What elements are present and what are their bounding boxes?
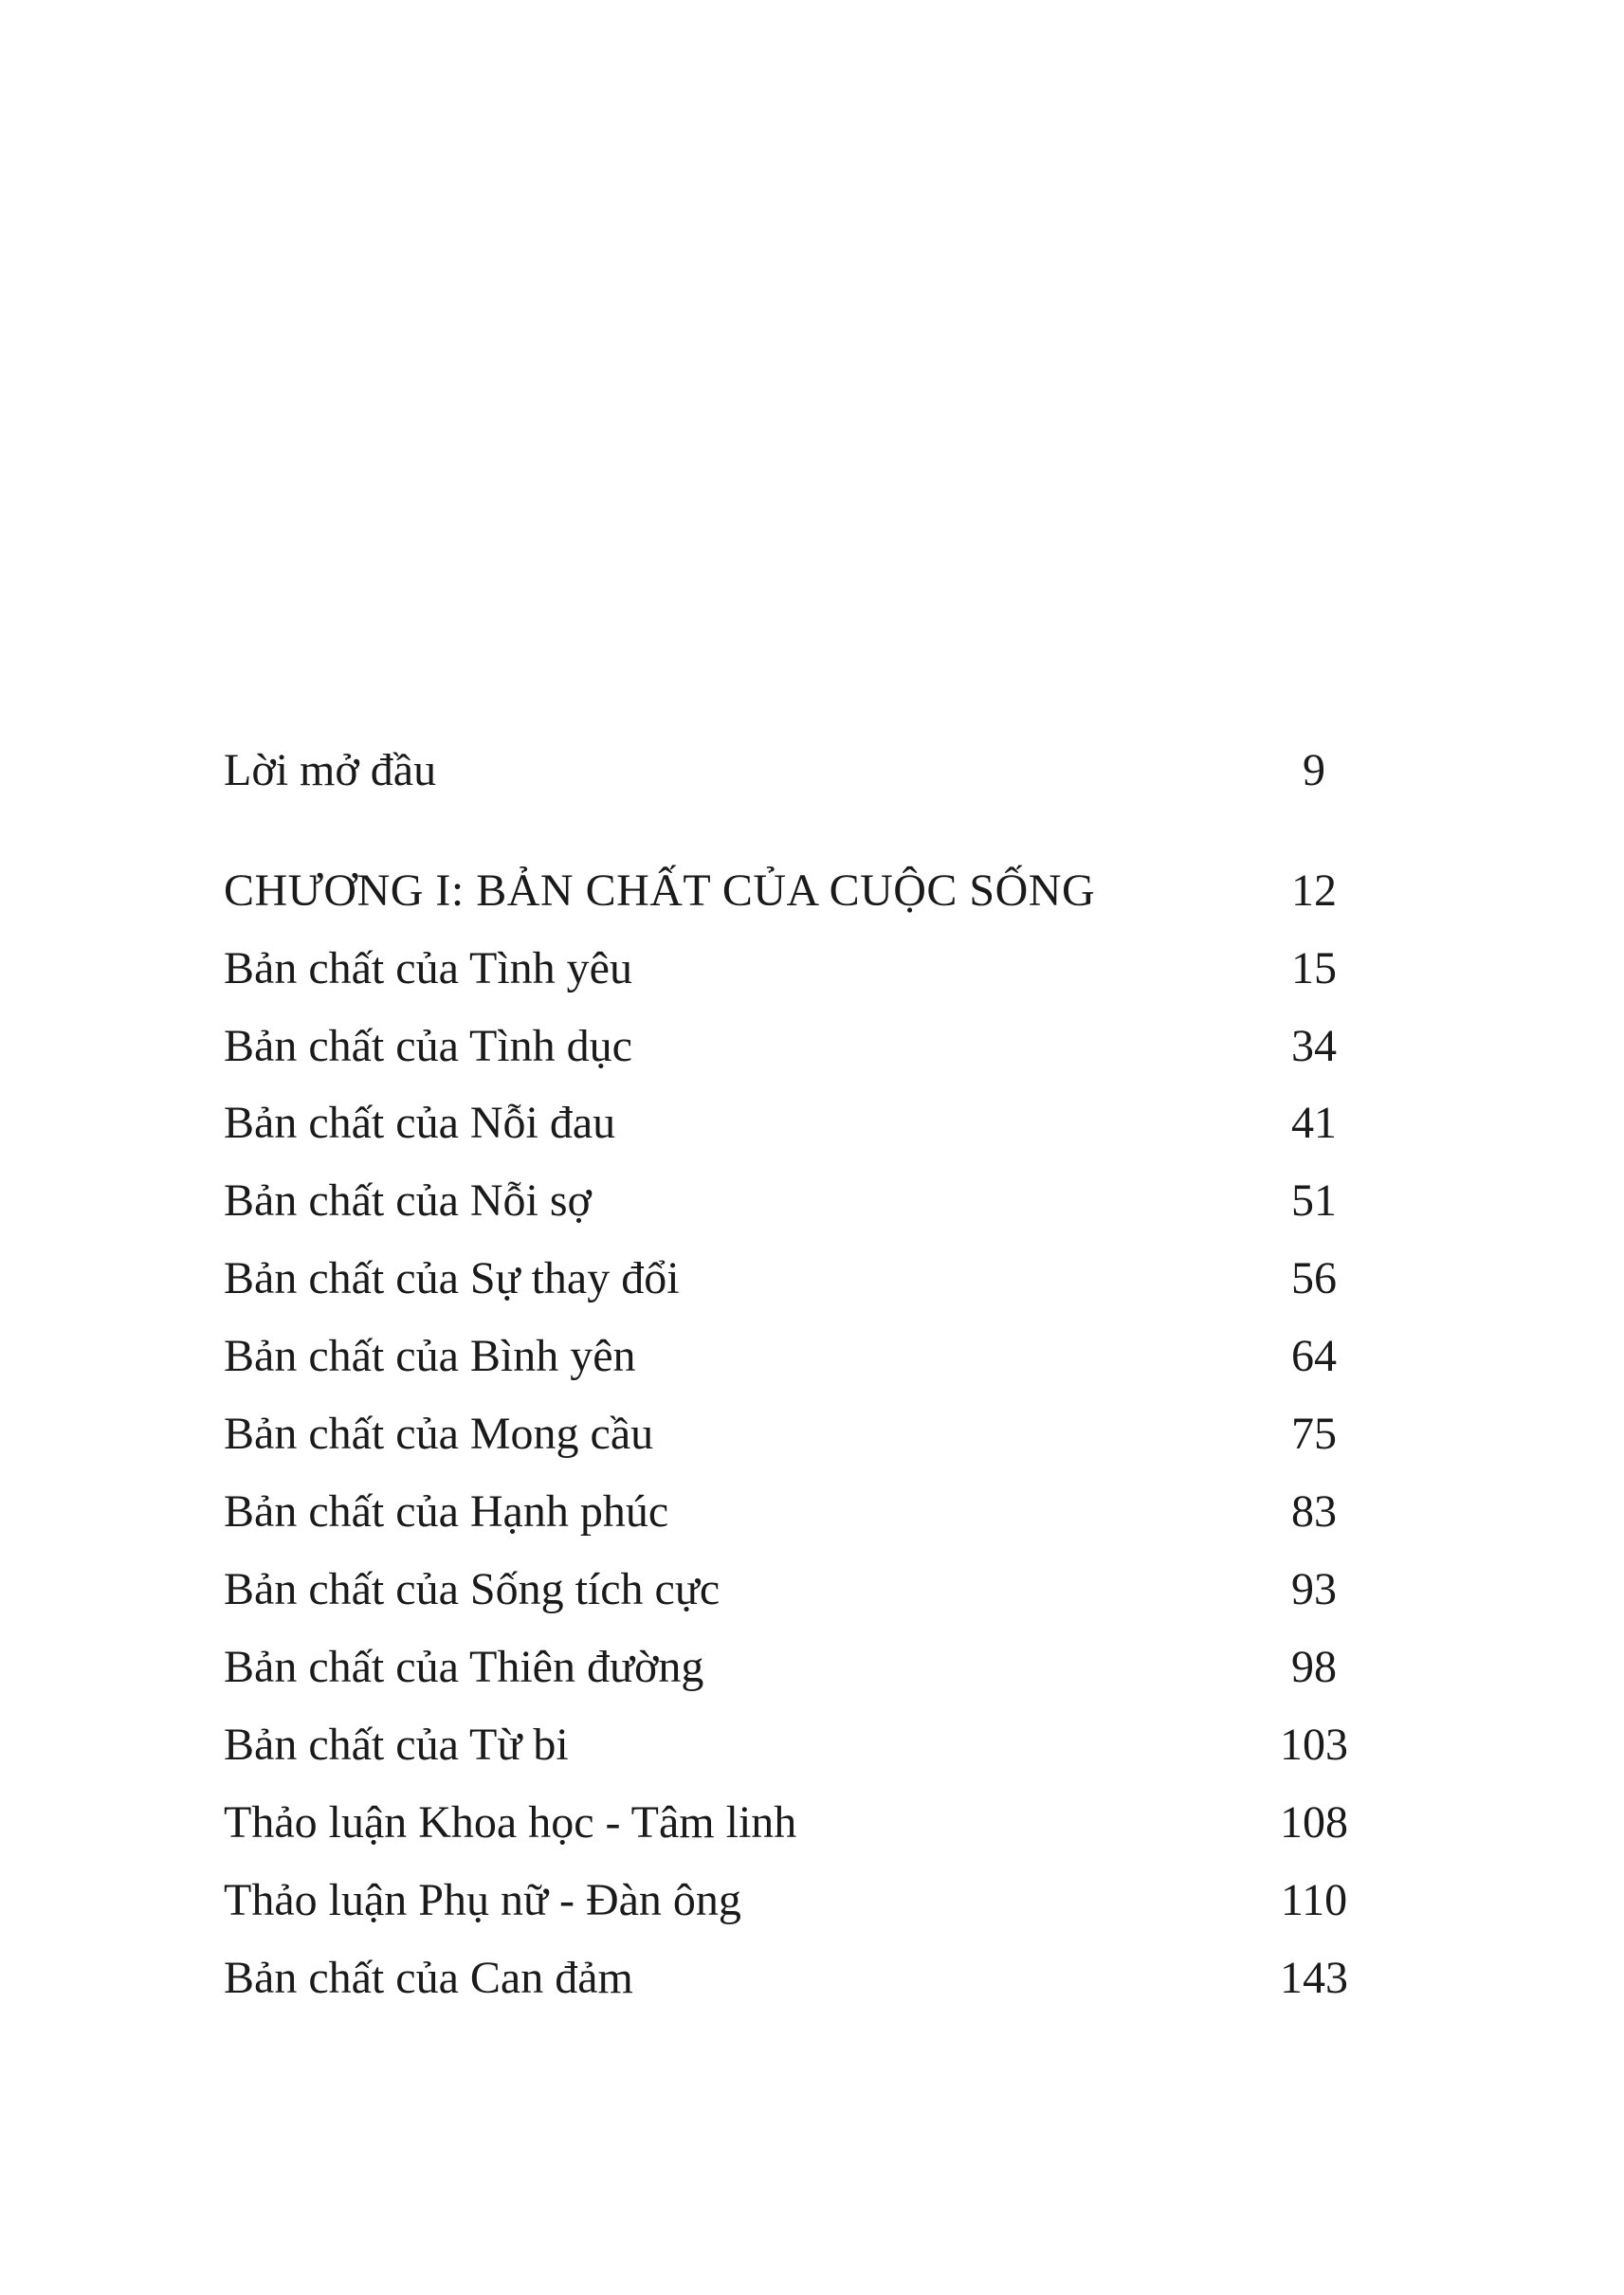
toc-row[interactable]: [224, 1323, 1380, 1390]
toc-page-number: 75: [1291, 1409, 1337, 1459]
toc-title: Bản chất của Can đảm: [224, 1953, 633, 2003]
toc-row[interactable]: [224, 1401, 1380, 1467]
toc-row[interactable]: [224, 1945, 1380, 2012]
toc-title: Thảo luận Phụ nữ - Đàn ông: [224, 1875, 741, 1925]
toc-page-number: 51: [1291, 1175, 1337, 1226]
toc-title: Bản chất của Mong cầu: [224, 1409, 654, 1459]
toc-row-preface[interactable]: [224, 738, 1380, 804]
toc-row[interactable]: [224, 1479, 1380, 1545]
toc-title: Bản chất của Sống tích cực: [224, 1564, 721, 1614]
toc-chapter-title: CHƯƠNG I: BẢN CHẤT CỦA CUỘC SỐNG: [224, 865, 1096, 916]
toc-page-number: 64: [1291, 1331, 1337, 1381]
toc-row[interactable]: [224, 936, 1380, 1002]
toc-page-number: 103: [1280, 1720, 1348, 1770]
toc-page-number: 41: [1291, 1098, 1337, 1148]
toc-title: Bản chất của Bình yên: [224, 1331, 636, 1381]
toc-page-number: 83: [1291, 1486, 1337, 1537]
toc-row[interactable]: [224, 1013, 1380, 1080]
toc-row[interactable]: [224, 1712, 1380, 1778]
toc-page-number: 93: [1291, 1564, 1337, 1614]
toc-page-number: 34: [1291, 1021, 1337, 1071]
toc-title: Bản chất của Tình yêu: [224, 943, 632, 993]
toc-page-number: 56: [1291, 1253, 1337, 1303]
toc-row[interactable]: [224, 1867, 1380, 1934]
toc-page-number: 143: [1280, 1953, 1348, 2003]
toc-title: Bản chất của Thiên đường: [224, 1642, 704, 1692]
toc-page-number: 98: [1291, 1642, 1337, 1692]
toc-page-number: 108: [1280, 1797, 1348, 1848]
toc-title: Thảo luận Khoa học - Tâm linh: [224, 1797, 797, 1848]
toc-title: Bản chất của Nỗi đau: [224, 1098, 616, 1148]
toc-page-number: 12: [1291, 865, 1337, 916]
toc-row[interactable]: [224, 1557, 1380, 1623]
toc-title: Bản chất của Hạnh phúc: [224, 1486, 669, 1537]
toc-row-chapter[interactable]: [224, 858, 1380, 924]
toc-row[interactable]: [224, 1246, 1380, 1312]
toc-title: Bản chất của Tình dục: [224, 1021, 632, 1071]
toc-row[interactable]: [224, 1168, 1380, 1234]
toc-page-number: 9: [1303, 745, 1325, 795]
toc-row[interactable]: [224, 1790, 1380, 1856]
toc-title: Bản chất của Sự thay đổi: [224, 1253, 680, 1303]
toc-page-number: 110: [1280, 1875, 1348, 1925]
toc-title: Bản chất của Nỗi sợ: [224, 1175, 592, 1226]
toc-row[interactable]: [224, 1634, 1380, 1701]
toc-title: Lời mở đầu: [224, 745, 437, 795]
toc-page-number: 15: [1291, 943, 1337, 993]
toc-row[interactable]: [224, 1090, 1380, 1157]
toc-title: Bản chất của Từ bi: [224, 1720, 569, 1770]
